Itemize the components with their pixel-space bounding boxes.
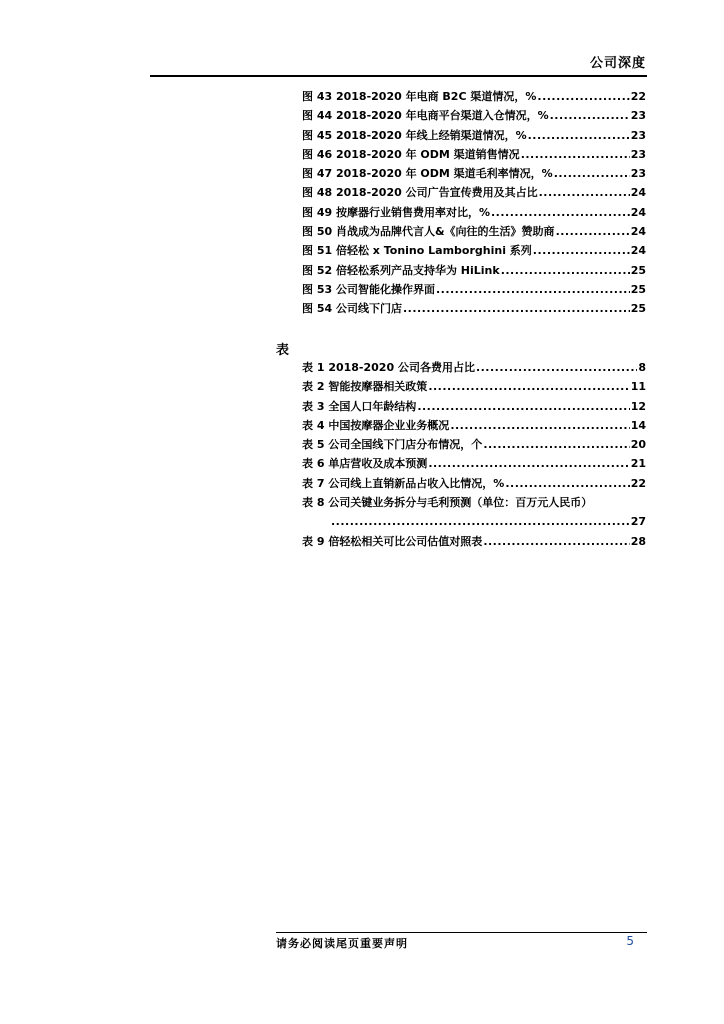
dot-leader — [417, 397, 629, 416]
toc-entry-figure-43[interactable] — [302, 87, 646, 106]
toc-entry-table-5[interactable] — [302, 435, 646, 454]
toc-entry-table-8-continuation[interactable] — [302, 512, 646, 531]
toc-entry-page: 24 — [630, 205, 646, 219]
dot-leader — [476, 358, 637, 377]
toc-entry-page: 22 — [630, 90, 646, 103]
toc-entry-table-4[interactable] — [302, 416, 646, 435]
tables-section-heading: 表 — [276, 343, 290, 358]
toc-entry-label: 表 8 公司关键业务拆分与毛利预测（单位：百万元人民币） — [302, 496, 593, 510]
footer-rule — [276, 932, 647, 933]
toc-entry-label: 表 9 倍轻松相关可比公司估值对照表 — [302, 534, 483, 548]
toc-entry-page: 8 — [638, 361, 646, 374]
toc-entry-page: 14 — [630, 418, 646, 432]
dot-leader — [521, 145, 630, 164]
dot-leader — [539, 183, 630, 202]
dot-leader — [537, 87, 629, 106]
dot-leader — [528, 126, 630, 145]
figure-list — [302, 87, 646, 319]
toc-entry-figure-46[interactable] — [302, 145, 646, 164]
dot-leader — [483, 435, 629, 454]
dot-leader — [491, 203, 630, 222]
dot-leader — [436, 280, 630, 299]
toc-entry-page: 20 — [630, 438, 646, 452]
toc-entry-page: 24 — [630, 186, 646, 200]
toc-entry-label: 表 1 2018-2020 公司各费用占比 — [302, 361, 475, 374]
dot-leader — [483, 532, 629, 551]
dot-leader — [331, 512, 630, 531]
toc-entry-label: 图 48 2018-2020 公司广告宣传费用及其占比 — [302, 186, 538, 200]
header-rule — [150, 75, 647, 77]
toc-entry-label: 图 45 2018-2020 年线上经销渠道情况，% — [302, 128, 527, 142]
toc-entry-label: 表 2 智能按摩器相关政策 — [302, 380, 428, 394]
toc-entry-label: 图 50 肖战成为品牌代言人&《向往的生活》赞助商 — [302, 225, 555, 239]
toc-entry-figure-51[interactable] — [302, 241, 646, 260]
toc-entry-table-7[interactable] — [302, 474, 646, 493]
toc-entry-table-1[interactable] — [302, 358, 646, 377]
toc-entry-label: 表 3 全国人口年龄结构 — [302, 399, 417, 413]
toc-entry-label: 图 54 公司线下门店 — [302, 302, 402, 316]
footer-disclaimer-note: 请务必阅读尾页重要声明 — [276, 937, 408, 950]
toc-entry-page: 12 — [630, 399, 646, 413]
toc-entry-table-2[interactable] — [302, 377, 646, 396]
toc-entry-figure-45[interactable] — [302, 126, 646, 145]
dot-leader — [428, 454, 629, 473]
toc-entry-label: 表 4 中国按摩器企业业务概况 — [302, 418, 450, 432]
toc-entry-table-9[interactable] — [302, 532, 646, 551]
dot-leader — [501, 261, 630, 280]
footer-page-number: 5 — [626, 934, 634, 948]
toc-entry-figure-52[interactable] — [302, 261, 646, 280]
dot-leader — [556, 222, 630, 241]
toc-entry-label: 图 46 2018-2020 年 ODM 渠道销售情况 — [302, 147, 520, 161]
toc-entry-page: 11 — [630, 380, 646, 394]
toc-entry-label: 图 52 倍轻松系列产品支持华为 HiLink — [302, 263, 500, 277]
toc-entry-figure-48[interactable] — [302, 183, 646, 202]
toc-entry-figure-53[interactable] — [302, 280, 646, 299]
dot-leader — [554, 164, 630, 183]
header-title: 公司深度 — [589, 56, 646, 71]
toc-entry-figure-54[interactable] — [302, 299, 646, 318]
toc-entry-page: 25 — [630, 282, 646, 296]
toc-entry-page: 23 — [630, 128, 646, 142]
toc-entry-label: 表 7 公司线上直销新品占收入比情况，% — [302, 476, 505, 490]
toc-entry-page: 23 — [630, 109, 646, 123]
toc-entry-page: 27 — [630, 515, 646, 529]
toc-entry-page: 23 — [630, 167, 646, 181]
toc-entry-table-6[interactable] — [302, 454, 646, 473]
toc-entry-page: 25 — [630, 302, 646, 316]
toc-entry-page: 24 — [630, 244, 646, 258]
toc-entry-table-3[interactable] — [302, 397, 646, 416]
table-list — [302, 358, 646, 551]
toc-entry-label: 表 6 单店营收及成本预测 — [302, 457, 428, 471]
toc-entry-figure-44[interactable] — [302, 106, 646, 125]
toc-entry-label: 图 44 2018-2020 年电商平台渠道入仓情况，% — [302, 109, 549, 123]
toc-entry-figure-50[interactable] — [302, 222, 646, 241]
dot-leader — [533, 241, 630, 260]
toc-entry-label: 图 47 2018-2020 年 ODM 渠道毛利率情况，% — [302, 167, 553, 181]
dot-leader — [505, 474, 629, 493]
dot-leader — [428, 377, 629, 396]
dot-leader — [550, 106, 630, 125]
toc-entry-page: 22 — [630, 476, 646, 490]
toc-entry-label: 图 49 按摩器行业销售费用率对比，% — [302, 205, 490, 219]
toc-entry-label: 图 43 2018-2020 年电商 B2C 渠道情况，% — [302, 90, 537, 103]
toc-entry-page: 25 — [630, 263, 646, 277]
toc-entry-table-8[interactable] — [302, 493, 646, 512]
toc-entry-page: 21 — [630, 457, 646, 471]
toc-entry-figure-49[interactable] — [302, 203, 646, 222]
toc-entry-label: 图 51 倍轻松 x Tonino Lamborghini 系列 — [302, 244, 532, 258]
toc-entry-figure-47[interactable] — [302, 164, 646, 183]
toc-entry-page: 24 — [630, 225, 646, 239]
dot-leader — [450, 416, 629, 435]
toc-entry-label: 图 53 公司智能化操作界面 — [302, 282, 435, 296]
toc-entry-page: 28 — [630, 534, 646, 548]
toc-entry-page: 23 — [630, 147, 646, 161]
dot-leader — [403, 299, 630, 318]
toc-entry-label: 表 5 公司全国线下门店分布情况，个 — [302, 438, 483, 452]
